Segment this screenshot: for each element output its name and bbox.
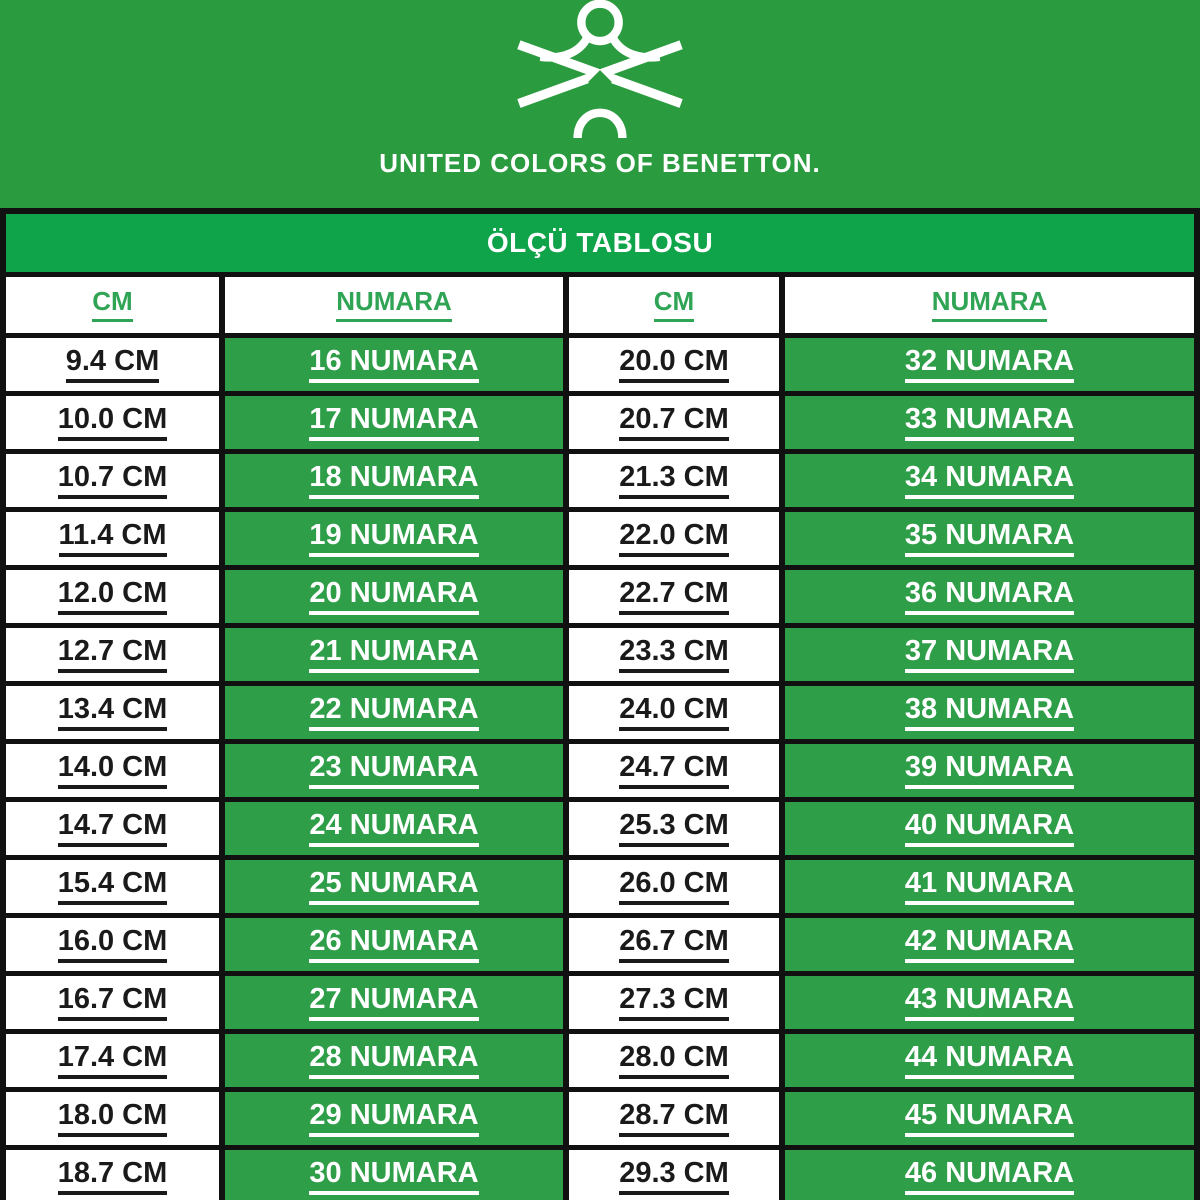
cm-cell bbox=[6, 918, 219, 971]
numara-cell bbox=[225, 338, 563, 391]
cm-cell-label: 15.4 CM bbox=[58, 868, 168, 904]
numara-cell bbox=[785, 1034, 1194, 1087]
cm-cell bbox=[569, 860, 779, 913]
numara-cell-label: 27 NUMARA bbox=[309, 984, 478, 1020]
numara-cell bbox=[225, 976, 563, 1029]
numara-cell bbox=[225, 1092, 563, 1145]
numara-cell-label: 37 NUMARA bbox=[905, 636, 1074, 672]
brand-name: UNITED COLORS OF BENETTON. bbox=[379, 148, 821, 178]
numara-cell-label: 40 NUMARA bbox=[905, 810, 1074, 846]
benetton-knot-icon bbox=[500, 0, 700, 138]
cm-cell-label: 23.3 CM bbox=[619, 636, 729, 672]
cm-cell bbox=[569, 570, 779, 623]
numara-cell-label: 32 NUMARA bbox=[905, 346, 1074, 382]
numara-cell-label: 24 NUMARA bbox=[309, 810, 478, 846]
numara-cell bbox=[785, 918, 1194, 971]
header-cell-numara bbox=[225, 277, 563, 333]
cm-cell bbox=[6, 802, 219, 855]
cm-cell-label: 16.0 CM bbox=[58, 926, 168, 962]
numara-cell bbox=[225, 802, 563, 855]
cm-cell bbox=[569, 744, 779, 797]
cm-cell-label: 14.7 CM bbox=[58, 810, 168, 846]
header-cell-cm-label: CM bbox=[654, 288, 694, 321]
numara-cell bbox=[225, 396, 563, 449]
numara-cell-label: 44 NUMARA bbox=[905, 1042, 1074, 1078]
numara-cell bbox=[225, 512, 563, 565]
cm-cell bbox=[6, 338, 219, 391]
numara-cell bbox=[785, 976, 1194, 1029]
cm-cell bbox=[569, 1150, 779, 1200]
header-cell-numara bbox=[785, 277, 1194, 333]
header-cell-numara-label: NUMARA bbox=[932, 288, 1048, 321]
cm-cell-label: 22.7 CM bbox=[619, 578, 729, 614]
numara-cell bbox=[785, 628, 1194, 681]
cm-cell bbox=[6, 860, 219, 913]
header-cell-cm bbox=[569, 277, 779, 333]
header-cell-cm-label: CM bbox=[92, 288, 132, 321]
cm-cell bbox=[6, 570, 219, 623]
table-title: ÖLÇÜ TABLOSU bbox=[6, 214, 1194, 272]
numara-cell-label: 43 NUMARA bbox=[905, 984, 1074, 1020]
numara-cell bbox=[785, 338, 1194, 391]
cm-cell bbox=[6, 628, 219, 681]
numara-cell-label: 16 NUMARA bbox=[309, 346, 478, 382]
cm-cell bbox=[569, 512, 779, 565]
cm-cell bbox=[569, 628, 779, 681]
numara-cell bbox=[225, 1150, 563, 1200]
numara-cell bbox=[225, 860, 563, 913]
numara-cell bbox=[225, 628, 563, 681]
cm-cell bbox=[6, 976, 219, 1029]
cm-cell-label: 27.3 CM bbox=[619, 984, 729, 1020]
cm-cell-label: 9.4 CM bbox=[66, 346, 159, 382]
cm-cell-label: 22.0 CM bbox=[619, 520, 729, 556]
numara-cell bbox=[225, 686, 563, 739]
numara-cell bbox=[225, 454, 563, 507]
numara-cell-label: 25 NUMARA bbox=[309, 868, 478, 904]
cm-cell-label: 20.0 CM bbox=[619, 346, 729, 382]
header-cell-numara-label: NUMARA bbox=[336, 288, 452, 321]
cm-cell-label: 12.7 CM bbox=[58, 636, 168, 672]
cm-cell-label: 28.7 CM bbox=[619, 1100, 729, 1136]
numara-cell bbox=[225, 744, 563, 797]
cm-cell bbox=[6, 686, 219, 739]
numara-cell-label: 36 NUMARA bbox=[905, 578, 1074, 614]
numara-cell-label: 18 NUMARA bbox=[309, 462, 478, 498]
numara-cell-label: 20 NUMARA bbox=[309, 578, 478, 614]
cm-cell bbox=[6, 396, 219, 449]
cm-cell-label: 10.7 CM bbox=[58, 462, 168, 498]
numara-cell-label: 34 NUMARA bbox=[905, 462, 1074, 498]
numara-cell-label: 33 NUMARA bbox=[905, 404, 1074, 440]
numara-cell-label: 21 NUMARA bbox=[309, 636, 478, 672]
numara-cell bbox=[785, 396, 1194, 449]
cm-cell bbox=[569, 686, 779, 739]
cm-cell bbox=[569, 338, 779, 391]
cm-cell-label: 26.0 CM bbox=[619, 868, 729, 904]
cm-cell bbox=[6, 744, 219, 797]
numara-cell-label: 38 NUMARA bbox=[905, 694, 1074, 730]
cm-cell-label: 24.0 CM bbox=[619, 694, 729, 730]
numara-cell-label: 39 NUMARA bbox=[905, 752, 1074, 788]
numara-cell bbox=[785, 512, 1194, 565]
size-table bbox=[0, 208, 1200, 1200]
cm-cell bbox=[569, 802, 779, 855]
cm-cell-label: 16.7 CM bbox=[58, 984, 168, 1020]
cm-cell-label: 24.7 CM bbox=[619, 752, 729, 788]
numara-cell-label: 46 NUMARA bbox=[905, 1158, 1074, 1194]
cm-cell-label: 12.0 CM bbox=[58, 578, 168, 614]
numara-cell-label: 17 NUMARA bbox=[309, 404, 478, 440]
numara-cell-label: 26 NUMARA bbox=[309, 926, 478, 962]
cm-cell bbox=[569, 396, 779, 449]
numara-cell bbox=[225, 570, 563, 623]
cm-cell-label: 17.4 CM bbox=[58, 1042, 168, 1078]
cm-cell-label: 25.3 CM bbox=[619, 810, 729, 846]
numara-cell-label: 28 NUMARA bbox=[309, 1042, 478, 1078]
cm-cell bbox=[569, 1034, 779, 1087]
numara-cell bbox=[785, 744, 1194, 797]
cm-cell bbox=[6, 1092, 219, 1145]
cm-cell bbox=[569, 454, 779, 507]
numara-cell bbox=[785, 1150, 1194, 1200]
cm-cell-label: 28.0 CM bbox=[619, 1042, 729, 1078]
cm-cell-label: 14.0 CM bbox=[58, 752, 168, 788]
numara-cell bbox=[225, 1034, 563, 1087]
numara-cell bbox=[785, 860, 1194, 913]
cm-cell bbox=[569, 918, 779, 971]
numara-cell bbox=[785, 802, 1194, 855]
cm-cell-label: 13.4 CM bbox=[58, 694, 168, 730]
numara-cell-label: 19 NUMARA bbox=[309, 520, 478, 556]
cm-cell bbox=[569, 976, 779, 1029]
cm-cell-label: 18.7 CM bbox=[58, 1158, 168, 1194]
cm-cell bbox=[6, 1150, 219, 1200]
numara-cell-label: 42 NUMARA bbox=[905, 926, 1074, 962]
brand-banner bbox=[0, 0, 1200, 208]
cm-cell-label: 26.7 CM bbox=[619, 926, 729, 962]
numara-cell-label: 35 NUMARA bbox=[905, 520, 1074, 556]
cm-cell-label: 20.7 CM bbox=[619, 404, 729, 440]
numara-cell-label: 23 NUMARA bbox=[309, 752, 478, 788]
header-cell-cm bbox=[6, 277, 219, 333]
cm-cell-label: 18.0 CM bbox=[58, 1100, 168, 1136]
numara-cell-label: 45 NUMARA bbox=[905, 1100, 1074, 1136]
cm-cell bbox=[6, 512, 219, 565]
numara-cell-label: 29 NUMARA bbox=[309, 1100, 478, 1136]
cm-cell-label: 10.0 CM bbox=[58, 404, 168, 440]
numara-cell-label: 41 NUMARA bbox=[905, 868, 1074, 904]
numara-cell bbox=[785, 454, 1194, 507]
cm-cell-label: 11.4 CM bbox=[59, 520, 167, 556]
numara-cell bbox=[785, 686, 1194, 739]
cm-cell-label: 29.3 CM bbox=[619, 1158, 729, 1194]
numara-cell-label: 22 NUMARA bbox=[309, 694, 478, 730]
cm-cell bbox=[6, 1034, 219, 1087]
cm-cell-label: 21.3 CM bbox=[619, 462, 729, 498]
cm-cell bbox=[569, 1092, 779, 1145]
cm-cell bbox=[6, 454, 219, 507]
numara-cell bbox=[785, 1092, 1194, 1145]
numara-cell bbox=[785, 570, 1194, 623]
numara-cell bbox=[225, 918, 563, 971]
numara-cell-label: 30 NUMARA bbox=[309, 1158, 478, 1194]
